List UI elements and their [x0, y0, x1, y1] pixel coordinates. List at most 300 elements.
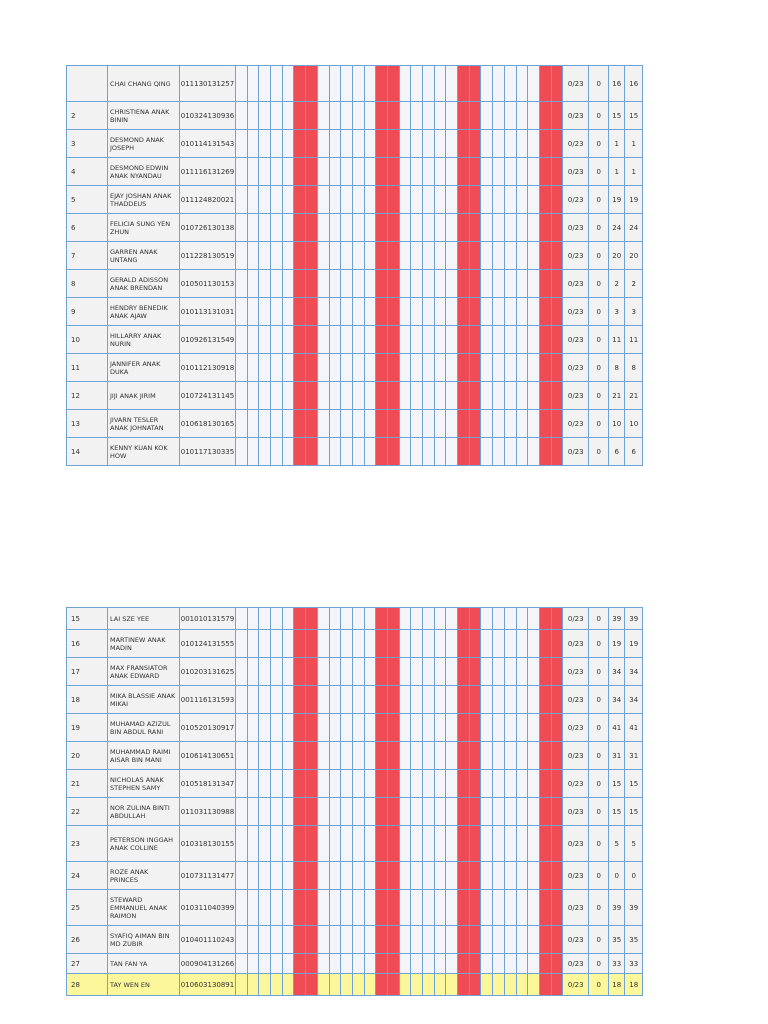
attendance-cell — [329, 608, 341, 630]
student-id: 011124820021 — [180, 186, 236, 214]
total-cell: 39 — [609, 608, 625, 630]
attendance-cell — [504, 66, 516, 102]
student-id: 010113131031 — [180, 298, 236, 326]
attendance-cell — [364, 410, 376, 438]
attendance-cell — [528, 270, 540, 298]
fraction-cell: 0/23 — [563, 410, 589, 438]
red-marker-cell — [294, 608, 306, 630]
red-marker-cell — [469, 186, 481, 214]
total-cell: 19 — [609, 186, 625, 214]
attendance-cell — [271, 66, 283, 102]
red-marker-cell — [458, 630, 470, 658]
attendance-cell — [434, 438, 446, 466]
student-name: HENDRY BENEDIK ANAK AJAW — [108, 298, 180, 326]
red-marker-cell — [458, 926, 470, 954]
attendance-cell — [317, 382, 329, 410]
red-marker-cell — [458, 382, 470, 410]
attendance-cell — [341, 130, 353, 158]
attendance-cell — [271, 270, 283, 298]
attendance-cell — [329, 770, 341, 798]
attendance-cell — [423, 798, 435, 826]
attendance-cell — [364, 102, 376, 130]
attendance-cell — [271, 382, 283, 410]
attendance-cell — [271, 186, 283, 214]
red-marker-cell — [458, 298, 470, 326]
red-marker-cell — [551, 770, 563, 798]
attendance-cell — [493, 66, 505, 102]
red-marker-cell — [306, 954, 318, 974]
red-marker-cell — [469, 382, 481, 410]
attendance-cell — [364, 382, 376, 410]
attendance-cell — [341, 608, 353, 630]
attendance-cell — [481, 826, 493, 862]
red-marker-cell — [294, 926, 306, 954]
attendance-cell — [341, 770, 353, 798]
attendance-cell — [446, 974, 458, 996]
attendance-cell — [329, 826, 341, 862]
attendance-cell — [282, 770, 294, 798]
student-name: TAN FAN YA — [108, 954, 180, 974]
attendance-cell — [352, 862, 364, 890]
attendance-cell — [247, 326, 259, 354]
red-marker-cell — [469, 798, 481, 826]
attendance-cell — [423, 102, 435, 130]
red-marker-cell — [539, 438, 551, 466]
red-marker-cell — [469, 66, 481, 102]
total-cell: 20 — [609, 242, 625, 270]
table-row — [67, 714, 643, 742]
attendance-cell — [528, 410, 540, 438]
total-cell: 33 — [609, 954, 625, 974]
attendance-cell — [259, 742, 271, 770]
red-marker-cell — [469, 326, 481, 354]
total-cell: 34 — [609, 686, 625, 714]
attendance-cell — [329, 954, 341, 974]
red-marker-cell — [306, 270, 318, 298]
red-marker-cell — [539, 798, 551, 826]
attendance-cell — [341, 186, 353, 214]
attendance-cell — [446, 130, 458, 158]
total-cell-repeat: 2 — [625, 270, 643, 298]
attendance-cell — [493, 102, 505, 130]
red-marker-cell — [306, 298, 318, 326]
attendance-cell — [364, 658, 376, 686]
red-marker-cell — [294, 214, 306, 242]
student-name: SYAFIQ AIMAN BIN MD ZUBIR — [108, 926, 180, 954]
attendance-cell — [423, 410, 435, 438]
red-marker-cell — [539, 102, 551, 130]
red-marker-cell — [469, 242, 481, 270]
red-marker-cell — [539, 686, 551, 714]
attendance-cell — [493, 410, 505, 438]
attendance-cell — [446, 686, 458, 714]
total-cell: 19 — [609, 630, 625, 658]
attendance-cell — [329, 298, 341, 326]
red-marker-cell — [458, 214, 470, 242]
attendance-cell — [434, 270, 446, 298]
attendance-cell — [434, 214, 446, 242]
total-cell-repeat: 6 — [625, 438, 643, 466]
attendance-cell — [481, 410, 493, 438]
attendance-cell — [236, 826, 248, 862]
red-marker-cell — [469, 270, 481, 298]
attendance-cell — [352, 382, 364, 410]
red-marker-cell — [376, 66, 388, 102]
attendance-cell — [434, 798, 446, 826]
attendance-cell — [504, 862, 516, 890]
attendance-cell — [282, 926, 294, 954]
attendance-cell — [493, 714, 505, 742]
attendance-cell — [271, 862, 283, 890]
attendance-cell — [271, 686, 283, 714]
table-row — [67, 926, 643, 954]
attendance-cell — [493, 770, 505, 798]
attendance-cell — [528, 954, 540, 974]
red-marker-cell — [539, 890, 551, 926]
attendance-cell — [282, 326, 294, 354]
attendance-cell — [504, 926, 516, 954]
attendance-cell — [352, 214, 364, 242]
attendance-cell — [282, 798, 294, 826]
count-cell: 0 — [589, 826, 609, 862]
attendance-cell — [352, 974, 364, 996]
attendance-cell — [516, 826, 528, 862]
total-cell: 6 — [609, 438, 625, 466]
attendance-cell — [434, 326, 446, 354]
red-marker-cell — [458, 354, 470, 382]
attendance-cell — [481, 954, 493, 974]
attendance-cell — [516, 214, 528, 242]
attendance-cell — [341, 298, 353, 326]
attendance-cell — [411, 354, 423, 382]
attendance-cell — [446, 954, 458, 974]
red-marker-cell — [387, 242, 399, 270]
row-number: 28 — [67, 974, 108, 996]
red-marker-cell — [551, 130, 563, 158]
attendance-cell — [329, 102, 341, 130]
attendance-cell — [247, 742, 259, 770]
red-marker-cell — [469, 130, 481, 158]
attendance-cell — [282, 742, 294, 770]
attendance-cell — [493, 608, 505, 630]
attendance-cell — [411, 826, 423, 862]
student-id: 010520130917 — [180, 714, 236, 742]
attendance-cell — [236, 270, 248, 298]
table-row — [67, 742, 643, 770]
attendance-cell — [423, 742, 435, 770]
red-marker-cell — [539, 658, 551, 686]
attendance-cell — [259, 270, 271, 298]
attendance-cell — [317, 686, 329, 714]
attendance-cell — [434, 926, 446, 954]
attendance-cell — [236, 954, 248, 974]
red-marker-cell — [306, 608, 318, 630]
red-marker-cell — [458, 66, 470, 102]
total-cell-repeat: 24 — [625, 214, 643, 242]
attendance-cell — [341, 826, 353, 862]
attendance-cell — [259, 686, 271, 714]
attendance-cell — [352, 326, 364, 354]
student-id: 010618130165 — [180, 410, 236, 438]
attendance-cell — [259, 890, 271, 926]
attendance-cell — [329, 658, 341, 686]
attendance-cell — [317, 298, 329, 326]
attendance-cell — [423, 214, 435, 242]
red-marker-cell — [387, 382, 399, 410]
attendance-cell — [423, 926, 435, 954]
attendance-cell — [352, 714, 364, 742]
red-marker-cell — [376, 326, 388, 354]
red-marker-cell — [539, 954, 551, 974]
red-marker-cell — [458, 130, 470, 158]
red-marker-cell — [458, 242, 470, 270]
attendance-cell — [504, 354, 516, 382]
attendance-cell — [271, 954, 283, 974]
attendance-cell — [411, 242, 423, 270]
attendance-cell — [423, 66, 435, 102]
attendance-cell — [504, 410, 516, 438]
attendance-cell — [516, 890, 528, 926]
attendance-cell — [236, 214, 248, 242]
attendance-cell — [364, 186, 376, 214]
red-marker-cell — [387, 608, 399, 630]
total-cell: 10 — [609, 410, 625, 438]
attendance-cell — [504, 102, 516, 130]
count-cell: 0 — [589, 658, 609, 686]
student-id: 010926131549 — [180, 326, 236, 354]
attendance-cell — [434, 354, 446, 382]
attendance-cell — [364, 686, 376, 714]
student-name: MAX FRANSIATOR ANAK EDWARD — [108, 658, 180, 686]
total-cell-repeat: 39 — [625, 890, 643, 926]
attendance-cell — [341, 926, 353, 954]
fraction-cell: 0/23 — [563, 66, 589, 102]
red-marker-cell — [469, 770, 481, 798]
student-id: 011130131257 — [180, 66, 236, 102]
attendance-cell — [528, 214, 540, 242]
attendance-cell — [271, 926, 283, 954]
attendance-cell — [423, 298, 435, 326]
red-marker-cell — [539, 242, 551, 270]
attendance-cell — [434, 862, 446, 890]
total-cell: 18 — [609, 974, 625, 996]
attendance-cell — [259, 326, 271, 354]
attendance-cell — [504, 890, 516, 926]
total-cell-repeat: 41 — [625, 714, 643, 742]
attendance-cell — [259, 770, 271, 798]
row-number: 13 — [67, 410, 108, 438]
attendance-cell — [247, 298, 259, 326]
attendance-cell — [446, 770, 458, 798]
attendance-cell — [481, 742, 493, 770]
red-marker-cell — [306, 658, 318, 686]
attendance-cell — [247, 890, 259, 926]
total-cell: 15 — [609, 798, 625, 826]
attendance-cell — [493, 890, 505, 926]
table-row — [67, 158, 643, 186]
attendance-cell — [352, 826, 364, 862]
red-marker-cell — [551, 974, 563, 996]
red-marker-cell — [551, 438, 563, 466]
row-number: 10 — [67, 326, 108, 354]
attendance-cell — [317, 214, 329, 242]
attendance-cell — [236, 658, 248, 686]
total-cell-repeat: 35 — [625, 926, 643, 954]
red-marker-cell — [294, 954, 306, 974]
attendance-cell — [259, 130, 271, 158]
row-number: 27 — [67, 954, 108, 974]
row-number: 12 — [67, 382, 108, 410]
red-marker-cell — [294, 826, 306, 862]
attendance-cell — [247, 686, 259, 714]
red-marker-cell — [294, 298, 306, 326]
red-marker-cell — [551, 270, 563, 298]
attendance-cell — [317, 974, 329, 996]
red-marker-cell — [294, 66, 306, 102]
red-marker-cell — [306, 926, 318, 954]
red-marker-cell — [469, 742, 481, 770]
red-marker-cell — [458, 608, 470, 630]
attendance-cell — [399, 926, 411, 954]
row-number: 5 — [67, 186, 108, 214]
fraction-cell: 0/23 — [563, 974, 589, 996]
attendance-cell — [516, 742, 528, 770]
red-marker-cell — [539, 270, 551, 298]
total-cell-repeat: 1 — [625, 158, 643, 186]
attendance-cell — [446, 382, 458, 410]
student-id: 001010131579 — [180, 608, 236, 630]
total-cell: 1 — [609, 130, 625, 158]
attendance-cell — [528, 130, 540, 158]
student-name: KENNY KUAN KOK HOW — [108, 438, 180, 466]
total-cell-repeat: 34 — [625, 658, 643, 686]
row-number: 14 — [67, 438, 108, 466]
red-marker-cell — [551, 158, 563, 186]
student-name: JIVARN TESLER ANAK JOHNATAN — [108, 410, 180, 438]
attendance-cell — [329, 926, 341, 954]
attendance-cell — [329, 382, 341, 410]
attendance-cell — [259, 608, 271, 630]
attendance-cell — [493, 686, 505, 714]
red-marker-cell — [539, 410, 551, 438]
attendance-cell — [411, 298, 423, 326]
red-marker-cell — [539, 158, 551, 186]
red-marker-cell — [376, 354, 388, 382]
red-marker-cell — [387, 630, 399, 658]
attendance-cell — [259, 438, 271, 466]
attendance-cell — [282, 382, 294, 410]
attendance-cell — [317, 714, 329, 742]
attendance-cell — [271, 742, 283, 770]
attendance-cell — [516, 102, 528, 130]
total-cell: 41 — [609, 714, 625, 742]
attendance-cell — [516, 770, 528, 798]
attendance-cell — [329, 130, 341, 158]
student-name: TAY WEN EN — [108, 974, 180, 996]
count-cell: 0 — [589, 770, 609, 798]
attendance-cell — [504, 130, 516, 158]
red-marker-cell — [539, 298, 551, 326]
attendance-cell — [271, 770, 283, 798]
attendance-cell — [259, 658, 271, 686]
attendance-cell — [493, 158, 505, 186]
attendance-cell — [282, 66, 294, 102]
red-marker-cell — [306, 410, 318, 438]
attendance-cell — [493, 326, 505, 354]
total-cell: 39 — [609, 890, 625, 926]
attendance-cell — [481, 102, 493, 130]
attendance-cell — [481, 608, 493, 630]
red-marker-cell — [376, 890, 388, 926]
attendance-cell — [481, 326, 493, 354]
count-cell: 0 — [589, 326, 609, 354]
attendance-cell — [259, 102, 271, 130]
fraction-cell: 0/23 — [563, 438, 589, 466]
attendance-cell — [446, 658, 458, 686]
attendance-cell — [411, 974, 423, 996]
attendance-cell — [364, 608, 376, 630]
row-number: 25 — [67, 890, 108, 926]
red-marker-cell — [306, 798, 318, 826]
attendance-cell — [504, 242, 516, 270]
red-marker-cell — [376, 608, 388, 630]
attendance-cell — [446, 438, 458, 466]
red-marker-cell — [376, 926, 388, 954]
total-cell: 0 — [609, 862, 625, 890]
attendance-cell — [423, 186, 435, 214]
red-marker-cell — [469, 158, 481, 186]
fraction-cell: 0/23 — [563, 326, 589, 354]
red-marker-cell — [551, 926, 563, 954]
attendance-cell — [528, 102, 540, 130]
table-row — [67, 326, 643, 354]
attendance-cell — [282, 658, 294, 686]
student-name: GARREN ANAK UNTANG — [108, 242, 180, 270]
table-row — [67, 658, 643, 686]
red-marker-cell — [306, 186, 318, 214]
attendance-cell — [329, 66, 341, 102]
attendance-cell — [411, 862, 423, 890]
student-name: ROZE ANAK PRINCES — [108, 862, 180, 890]
attendance-cell — [341, 410, 353, 438]
attendance-cell — [481, 926, 493, 954]
attendance-cell — [399, 438, 411, 466]
attendance-cell — [247, 714, 259, 742]
attendance-cell — [329, 686, 341, 714]
attendance-cell — [329, 438, 341, 466]
red-marker-cell — [387, 770, 399, 798]
red-marker-cell — [306, 102, 318, 130]
attendance-cell — [516, 658, 528, 686]
red-marker-cell — [294, 102, 306, 130]
attendance-cell — [411, 926, 423, 954]
student-name: NICHOLAS ANAK STEPHEN SAMY — [108, 770, 180, 798]
attendance-cell — [434, 608, 446, 630]
attendance-cell — [528, 686, 540, 714]
attendance-cell — [423, 862, 435, 890]
red-marker-cell — [294, 354, 306, 382]
red-marker-cell — [458, 686, 470, 714]
red-marker-cell — [469, 890, 481, 926]
attendance-cell — [493, 186, 505, 214]
attendance-cell — [282, 130, 294, 158]
student-id: 010114131543 — [180, 130, 236, 158]
attendance-cell — [516, 410, 528, 438]
attendance-cell — [411, 158, 423, 186]
red-marker-cell — [294, 158, 306, 186]
count-cell: 0 — [589, 242, 609, 270]
student-name: CHAI CHANG QING — [108, 66, 180, 102]
